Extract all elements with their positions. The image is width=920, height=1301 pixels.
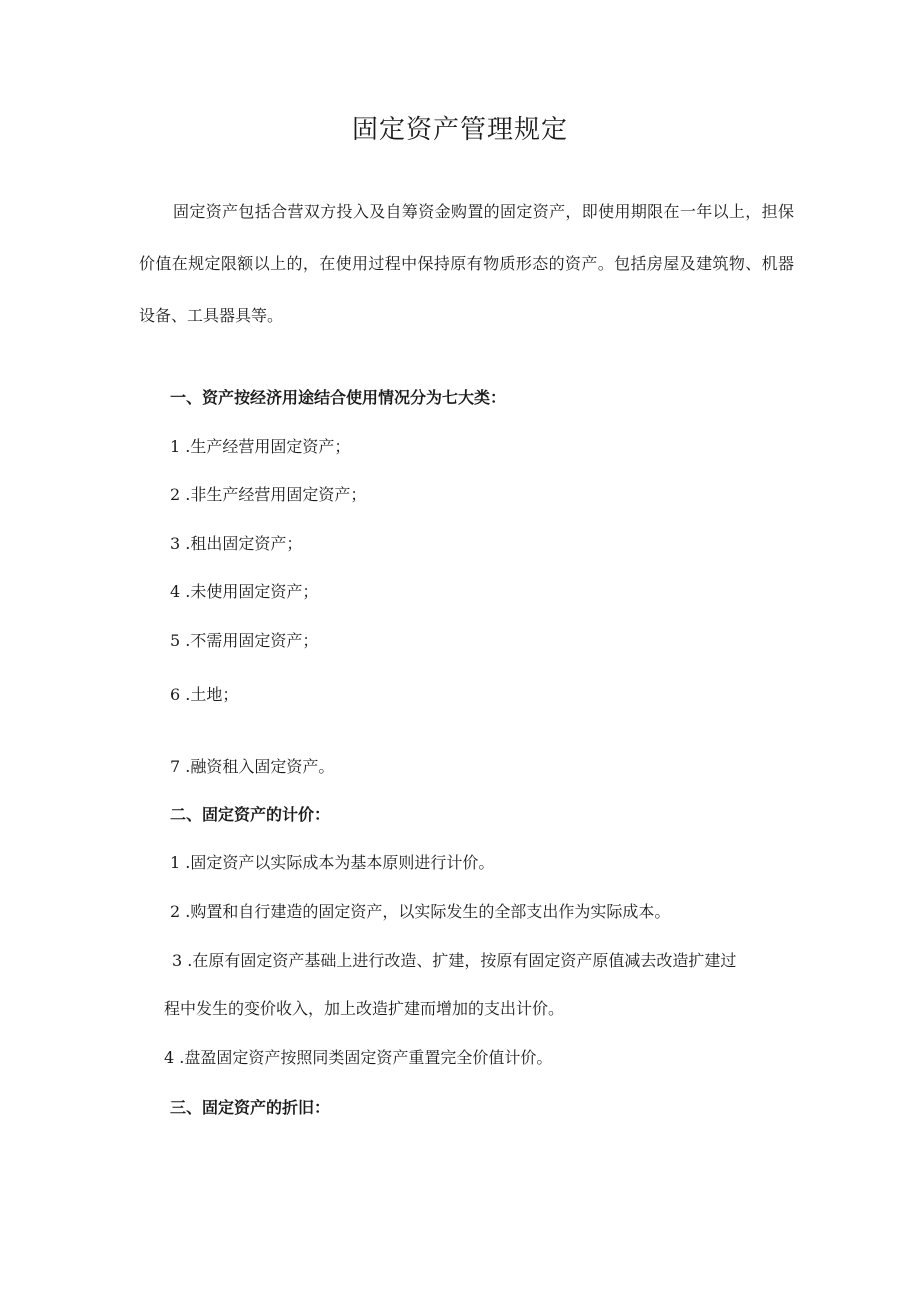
section-1-item-7: 7 .融资租入固定资产。 — [170, 757, 335, 776]
section-2-item-4: 4 .盘盈固定资产按照同类固定资产重置完全价值计价。 — [164, 1048, 553, 1067]
section-2-heading: 二、固定资产的计价： — [170, 805, 331, 824]
section-1-item-4: 4 .未使用固定资产； — [170, 582, 319, 601]
intro-paragraph: 固定资产包括合营双方投入及自筹资金购置的固定资产，即使用期限在一年以上，担保价值在规定限额以上的，在使用过程中保持原有物质形态的资产。包括房屋及建筑物、机器设备、工具器具等。 — [139, 202, 794, 325]
section-3-heading: 三、固定资产的折旧： — [170, 1098, 331, 1117]
section-1-item-2: 2 .非生产经营用固定资产； — [170, 485, 367, 504]
section-2-item-2: 2 .购置和自行建造的固定资产，以实际发生的全部支出作为实际成本。 — [170, 902, 671, 921]
section-1-item-5: 5 .不需用固定资产； — [170, 631, 319, 650]
section-1-item-6: 6 .土地； — [170, 685, 239, 704]
section-2-item-3: 3 .在原有固定资产基础上进行改造、扩建，按原有固定资产原值减去改造扩建过 — [172, 951, 737, 970]
section-1-heading: 一、资产按经济用途结合使用情况分为七大类： — [170, 388, 507, 407]
section-1-item-3: 3 .租出固定资产； — [170, 534, 303, 553]
section-2-item-3-continued: 程中发生的变价收入，加上改造扩建而增加的支出计价。 — [164, 999, 565, 1018]
section-2-item-1: 1 .固定资产以实际成本为基本原则进行计价。 — [170, 853, 495, 872]
document-title: 固定资产管理规定 — [351, 115, 568, 145]
section-1-item-1: 1 .生产经营用固定资产； — [170, 437, 351, 456]
